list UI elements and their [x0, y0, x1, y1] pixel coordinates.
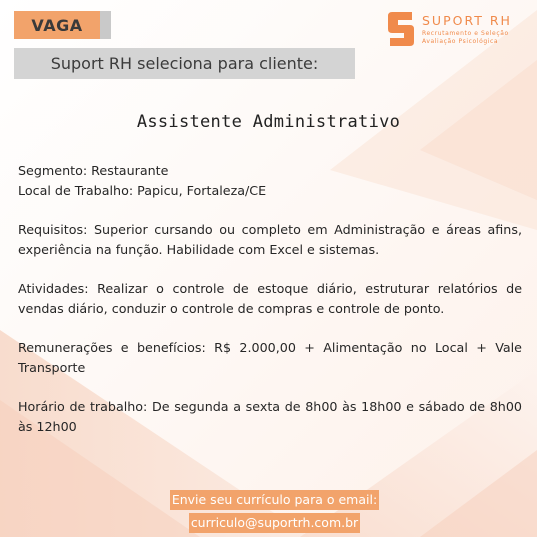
cta-email[interactable]: curriculo@suportrh.com.br: [189, 513, 360, 533]
job-details: [18, 161, 522, 437]
requirements-text: Requisitos: Superior cursando ou completo em Administração e áreas afins, experiência na função. Habilidade com Excel e sistemas.: [18, 222, 522, 257]
header-subtitle: Suport RH seleciona para cliente:: [14, 48, 355, 79]
vaga-badge: VAGA: [14, 11, 100, 39]
logo-tagline-2: Avaliação Psicológica: [422, 38, 499, 45]
suport-rh-logo: [386, 10, 526, 50]
schedule-text: Horário de trabalho: De segunda a sexta de 8h00 às 18h00 e sábado de 8h00 às 12h00: [18, 399, 522, 434]
location-text: Local de Trabalho: Papicu, Fortaleza/CE: [18, 183, 267, 198]
activities-text: Atividades: Realizar o controle de estoque diário, estruturar relatórios de vendas diário, conduzir o controle de compras e controle de ponto.: [18, 281, 522, 316]
logo-tagline-1: Recrutamento e Seleção: [422, 30, 509, 37]
compensation-text: Remunerações e benefícios: R$ 2.000,00 + Alimentação no Local + Vale Transporte: [18, 340, 522, 375]
cta-instruction: Envie seu currículo para o email:: [170, 490, 379, 510]
vaga-badge-shadow: [14, 11, 111, 39]
s-logo-icon: [386, 10, 416, 48]
contact-callout: [0, 490, 537, 533]
logo-name: SUPORT RH: [422, 13, 512, 28]
job-title: Assistente Administrativo: [136, 112, 401, 132]
segment-text: Segmento: Restaurante: [18, 163, 169, 178]
